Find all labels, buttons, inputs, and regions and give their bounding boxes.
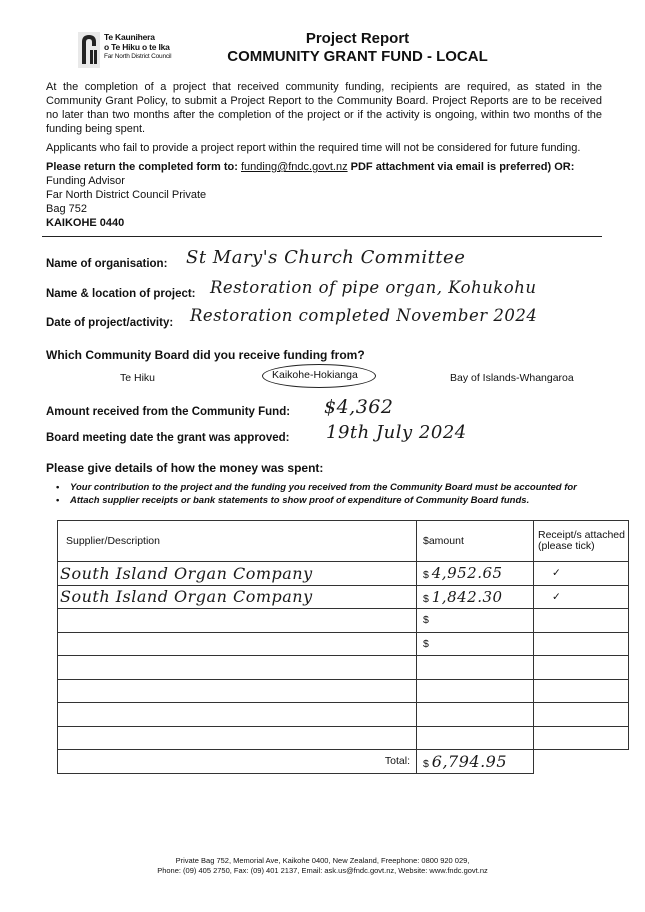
footer-line-2: Phone: (09) 405 2750, Fax: (09) 401 2137, Email: ask.us@fndc.govt.nz, Website: www.fndc.govt.nz (157, 866, 488, 875)
row-description[interactable]: South Island Organ Company (60, 587, 313, 607)
currency-symbol: $ (423, 757, 429, 770)
row-amount[interactable] (417, 726, 534, 750)
footer-contact (0, 856, 645, 876)
spending-heading: Please give details of how the money was spent: (46, 461, 324, 475)
row-amount[interactable]: 1,842.30 (431, 587, 503, 606)
row-description[interactable] (58, 679, 417, 703)
return-prefix: Please return the completed form to: (46, 161, 238, 173)
row-description[interactable] (58, 703, 417, 727)
return-instructions (46, 160, 606, 230)
amount-field[interactable]: $4,362 (324, 396, 394, 418)
board-option-bay-of-islands[interactable]: Bay of Islands-Whangaroa (450, 372, 574, 384)
currency-symbol: $ (423, 592, 429, 605)
bullet-item: • Attach supplier receipts or bank statements to show proof of expenditure of Community Board funds. (56, 494, 616, 507)
receipt-checkbox[interactable] (534, 609, 629, 633)
page-title: Project Report (305, 30, 410, 47)
total-amount[interactable]: 6,794.95 (431, 751, 508, 771)
table-header-row (58, 521, 629, 562)
row-amount[interactable]: $ (417, 609, 534, 633)
section-divider (42, 236, 602, 237)
table-row (58, 632, 629, 656)
org-field[interactable]: St Mary's Church Committee (186, 247, 466, 268)
table-row (58, 679, 629, 703)
row-description[interactable] (58, 632, 417, 656)
project-field[interactable]: Restoration of pipe organ, Kohukohu (210, 278, 537, 297)
board-option-kaikohe-hokianga[interactable]: Kaikohe-Hokianga (272, 369, 358, 381)
date-label: Date of project/activity: (46, 317, 174, 329)
row-description[interactable]: South Island Organ Company (60, 563, 313, 583)
intro-paragraph: At the completion of a project that received community funding, recipients are required, as stated in the Community Grant Policy, to submit a Project Report to the Community Board. Project Reports are to be received no later than two months after the completion of the project or if the activity is ongoing, within two months of the funding being spent. (46, 81, 602, 135)
row-description[interactable] (58, 656, 417, 680)
receipt-checkbox[interactable]: ✓ (534, 585, 629, 609)
board-option-te-hiku[interactable]: Te Hiku (120, 372, 156, 384)
logo-line-3: Far North District Council (104, 53, 172, 60)
date-field[interactable]: Restoration completed November 2024 (190, 306, 538, 325)
page-subtitle: COMMUNITY GRANT FUND - LOCAL (227, 48, 488, 65)
total-label: Total: (58, 750, 417, 774)
spending-instructions (56, 481, 616, 507)
col-receipt: Receipt/s attached (please tick) (534, 521, 629, 562)
meeting-date-label: Board meeting date the grant was approved: (46, 432, 290, 444)
row-amount[interactable] (417, 703, 534, 727)
table-row (58, 562, 629, 586)
row-amount[interactable]: $ (417, 632, 534, 656)
address-line: Bag 752 (46, 203, 87, 215)
bullet-item: • Your contribution to the project and the funding you received from the Community Board must be accounted for (56, 481, 616, 494)
project-label: Name & location of project: (46, 288, 196, 300)
col-amount: $amount (417, 521, 534, 562)
currency-symbol: $ (423, 569, 429, 582)
row-description[interactable] (58, 726, 417, 750)
address-line: Far North District Council Private (46, 189, 207, 201)
return-suffix: PDF attachment via email is preferred) OR: (350, 161, 575, 173)
expenditure-table (57, 520, 629, 774)
row-amount[interactable] (417, 656, 534, 680)
row-amount[interactable] (417, 679, 534, 703)
col-supplier: Supplier/Description (58, 521, 417, 562)
amount-label: Amount received from the Community Fund: (46, 406, 291, 418)
warning-paragraph: Applicants who fail to provide a project report within the required time will not be considered for future funding. (46, 142, 581, 154)
board-question: Which Community Board did you receive funding from? (46, 348, 365, 362)
row-description[interactable] (58, 609, 417, 633)
table-row (58, 585, 629, 609)
meeting-date-field[interactable]: 19th July 2024 (326, 422, 467, 443)
footer-line-1: Private Bag 752, Memorial Ave, Kaikohe 0400, New Zealand, Freephone: 0800 920 029, (175, 856, 470, 865)
receipt-checkbox[interactable] (534, 726, 629, 750)
receipt-checkbox[interactable] (534, 679, 629, 703)
row-amount[interactable]: 4,952.65 (431, 564, 503, 583)
logo-line-1: Te Kaunihera (104, 32, 155, 42)
receipt-checkbox[interactable] (534, 656, 629, 680)
table-row (58, 656, 629, 680)
org-label: Name of organisation: (46, 258, 168, 270)
table-row (58, 726, 629, 750)
table-row (58, 703, 629, 727)
receipt-checkbox[interactable]: ✓ (534, 562, 629, 586)
receipt-checkbox[interactable] (534, 703, 629, 727)
table-row (58, 609, 629, 633)
empty-cell (534, 750, 629, 774)
address-postcode: KAIKOHE 0440 (46, 217, 125, 229)
funding-email-link[interactable]: funding@fndc.govt.nz (241, 161, 348, 173)
logo-line-2: o Te Hiku o te Ika (104, 42, 170, 52)
table-total-row (58, 750, 629, 774)
address-line: Funding Advisor (46, 175, 125, 187)
receipt-checkbox[interactable] (534, 632, 629, 656)
